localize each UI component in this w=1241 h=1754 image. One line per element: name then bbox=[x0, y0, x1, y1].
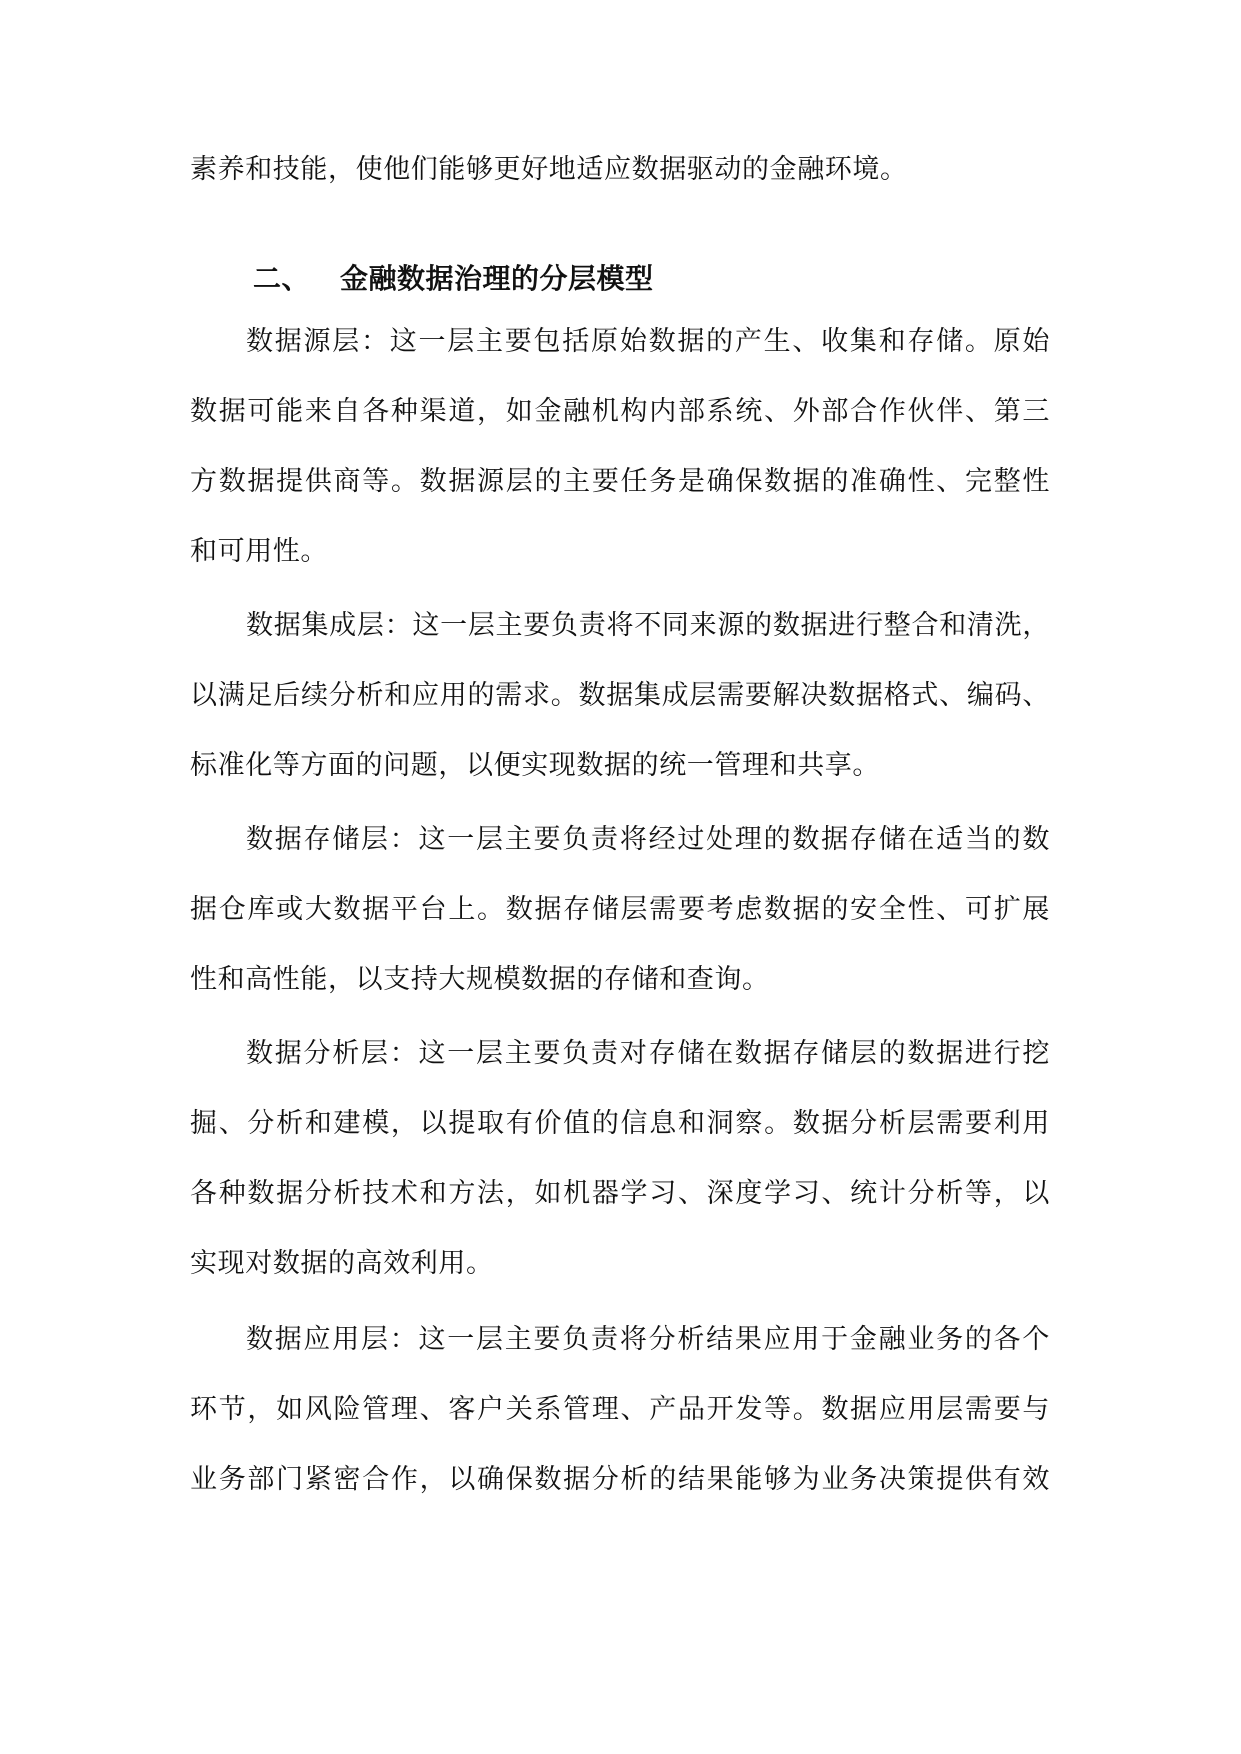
paragraph-line: 实现对数据的高效利用。 bbox=[190, 1248, 494, 1279]
paragraph-line: 标准化等方面的问题，以便实现数据的统一管理和共享。 bbox=[190, 750, 880, 781]
paragraph-line: 数据集成层：这一层主要负责将不同来源的数据进行整合和清洗， bbox=[246, 610, 1050, 641]
paragraph-line: 业务部门紧密合作，以确保数据分析的结果能够为业务决策提供有效 bbox=[190, 1464, 1050, 1495]
paragraph-line: 性和高性能，以支持大规模数据的存储和查询。 bbox=[190, 964, 770, 995]
paragraph-line: 掘、分析和建模，以提取有价值的信息和洞察。数据分析层需要利用 bbox=[190, 1108, 1050, 1139]
paragraph-line: 数据分析层：这一层主要负责对存储在数据存储层的数据进行挖 bbox=[246, 1038, 1050, 1069]
paragraph-line: 数据应用层：这一层主要负责将分析结果应用于金融业务的各个 bbox=[246, 1324, 1050, 1355]
section-title: 金融数据治理的分层模型 bbox=[340, 262, 654, 295]
paragraph-line: 数据源层：这一层主要包括原始数据的产生、收集和存储。原始 bbox=[246, 326, 1050, 357]
section-number: 二、 bbox=[253, 262, 311, 295]
paragraph-line: 数据可能来自各种渠道，如金融机构内部系统、外部合作伙伴、第三 bbox=[190, 396, 1050, 427]
continuation-text: 素养和技能，使他们能够更好地适应数据驱动的金融环境。 bbox=[190, 154, 908, 185]
section-heading bbox=[253, 259, 654, 299]
paragraph-line: 以满足后续分析和应用的需求。数据集成层需要解决数据格式、编码、 bbox=[190, 680, 1050, 711]
paragraph-line: 方数据提供商等。数据源层的主要任务是确保数据的准确性、完整性 bbox=[190, 466, 1050, 497]
paragraph-line: 数据存储层：这一层主要负责将经过处理的数据存储在适当的数 bbox=[246, 824, 1050, 855]
paragraph-line: 据仓库或大数据平台上。数据存储层需要考虑数据的安全性、可扩展 bbox=[190, 894, 1050, 925]
paragraph-line: 各种数据分析技术和方法，如机器学习、深度学习、统计分析等，以 bbox=[190, 1178, 1050, 1209]
paragraph-line: 环节，如风险管理、客户关系管理、产品开发等。数据应用层需要与 bbox=[190, 1394, 1050, 1425]
paragraph-line: 和可用性。 bbox=[190, 536, 328, 567]
